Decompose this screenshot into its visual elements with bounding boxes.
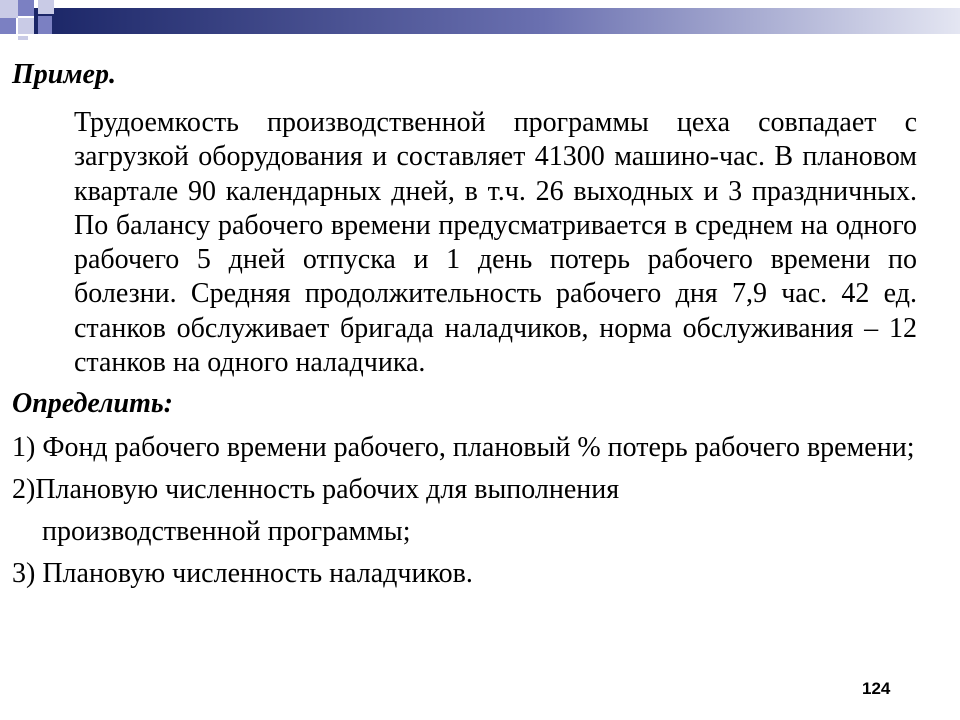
- determine-heading: Определить:: [12, 388, 173, 420]
- decor-square: [0, 18, 16, 34]
- decor-square: [38, 16, 52, 34]
- example-heading: Пример.: [12, 59, 116, 90]
- decor-square: [18, 0, 34, 16]
- page-number: 124: [862, 679, 891, 698]
- task-item-1: 1) Фонд рабочего времени рабочего, плановый % потерь рабочего времени;: [12, 432, 915, 464]
- decor-square: [0, 0, 18, 18]
- problem-text: Трудоемкость производственной программы цеха совпадает с загрузкой оборудования и составляет 41300 машино-час. В плановом квартале 90 календарных дней, в т.ч. 26 выходных и 3 праздничных. По балансу рабочего времени предусматривается в среднем на одного рабочего 5 дней отпуска и 1 день потерь рабочего времени по болезни. Средняя продолжительность рабочего дня 7,9 час. 42 ед. станков обслуживает бригада наладчиков, норма обслуживания – 12 станков на одного наладчика.: [74, 107, 917, 379]
- slide-body: [12, 58, 917, 591]
- decor-square: [38, 0, 54, 14]
- task-item-2: 2)Плановую численность рабочих для выполнения: [12, 474, 620, 506]
- task-item-3: 3) Плановую численность наладчиков.: [12, 558, 473, 590]
- decor-square: [18, 18, 34, 34]
- header-decoration: [0, 0, 960, 40]
- task-item-2-continuation: производственной программы;: [42, 516, 411, 548]
- header-gradient-bar: [34, 8, 960, 34]
- decor-square: [18, 36, 28, 40]
